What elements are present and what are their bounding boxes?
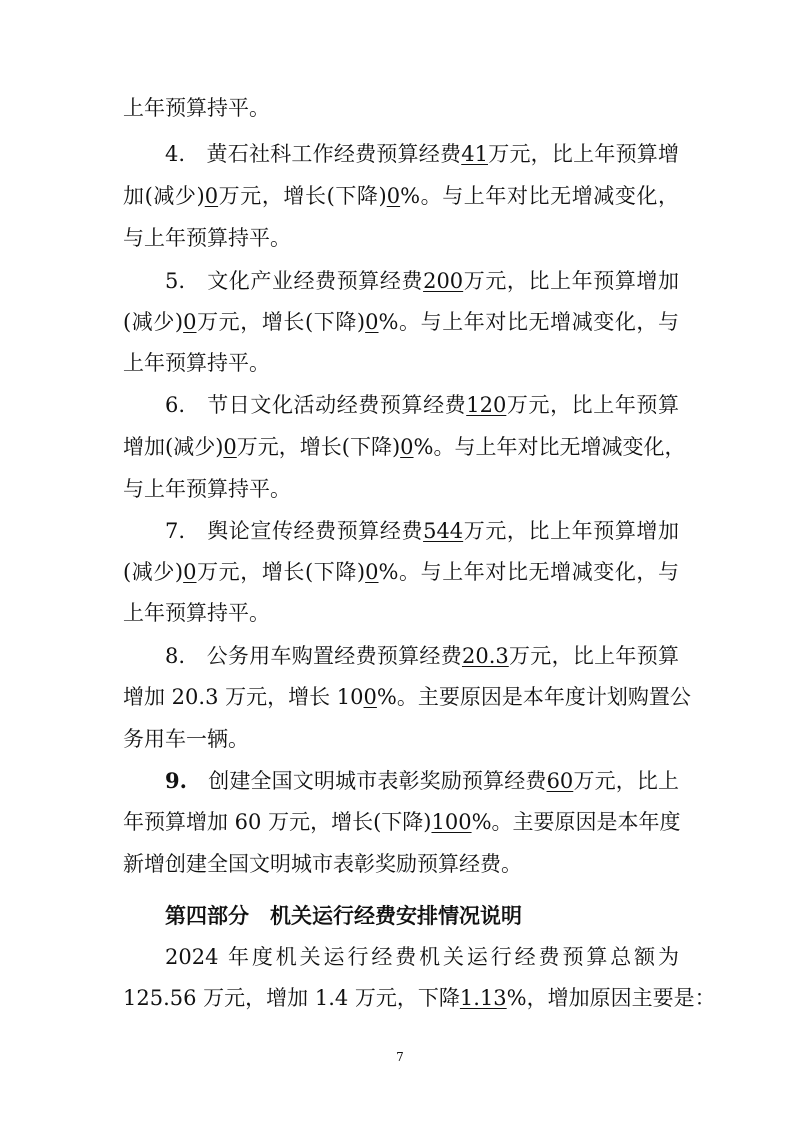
item-5-line-3: 上年预算持平。 (123, 351, 270, 375)
item-9-line-3: 新增创建全国文明城市表彰奖励预算经费。 (123, 852, 522, 876)
item-6-line-1: 6. 节日文化活动经费预算经费120万元，比上年预算 (165, 393, 680, 417)
item-4-line-3: 与上年预算持平。 (123, 226, 291, 250)
section-heading: 第四部分 机关运行经费安排情况说明 (165, 904, 522, 928)
item-9-amount: 60 (546, 769, 574, 793)
item-9-line-1: 9. 创建全国文明城市表彰奖励预算经费60万元，比上 (165, 768, 680, 793)
item-4-line-2: 加(减少)0万元，增长(下降)0%。与上年对比无增减变化， (123, 184, 680, 208)
item-6-line-2: 增加(减少)0万元，增长(下降)0%。与上年对比无增减变化， (123, 435, 686, 459)
item-6-line-3: 与上年预算持平。 (123, 477, 291, 501)
item-7-amount: 544 (423, 519, 464, 543)
item-5-line-1: 5. 文化产业经费预算经费200万元，比上年预算增加 (165, 269, 680, 293)
item-7-line-2: (减少)0万元，增长(下降)0%。与上年对比无增减变化，与 (123, 560, 680, 584)
item-4-amount: 41 (461, 142, 488, 166)
final-line-2: 125.56 万元，增加 1.4 万元，下降1.13%，增加原因主要是： (123, 986, 716, 1010)
final-line-1: 2024 年度机关运行经费机关运行经费预算总额为 (165, 945, 679, 969)
item-6-amount: 120 (466, 393, 507, 417)
item-5-line-2: (减少)0万元，增长(下降)0%。与上年对比无增减变化，与 (123, 310, 680, 334)
item-7-line-3: 上年预算持平。 (123, 601, 270, 625)
item-7-line-1: 7. 舆论宣传经费预算经费544万元，比上年预算增加 (165, 519, 680, 543)
intro-line: 上年预算持平。 (123, 96, 270, 120)
item-4-line-1: 4. 黄石社科工作经费预算经费41万元，比上年预算增 (165, 142, 680, 166)
item-9-line-2: 年预算增加 60 万元，增长(下降)100%。主要原因是本年度 (123, 810, 681, 834)
item-5-amount: 200 (423, 269, 464, 293)
item-8-line-2: 增加 20.3 万元，增长 100%。主要原因是本年度计划购置公 (123, 685, 691, 709)
page-number: 7 (396, 1050, 404, 1064)
item-8-line-3: 务用车一辆。 (123, 727, 249, 751)
item-8-amount: 20.3 (461, 644, 509, 668)
item-8-line-1: 8. 公务用车购置经费预算经费20.3万元，比上年预算 (165, 644, 679, 668)
